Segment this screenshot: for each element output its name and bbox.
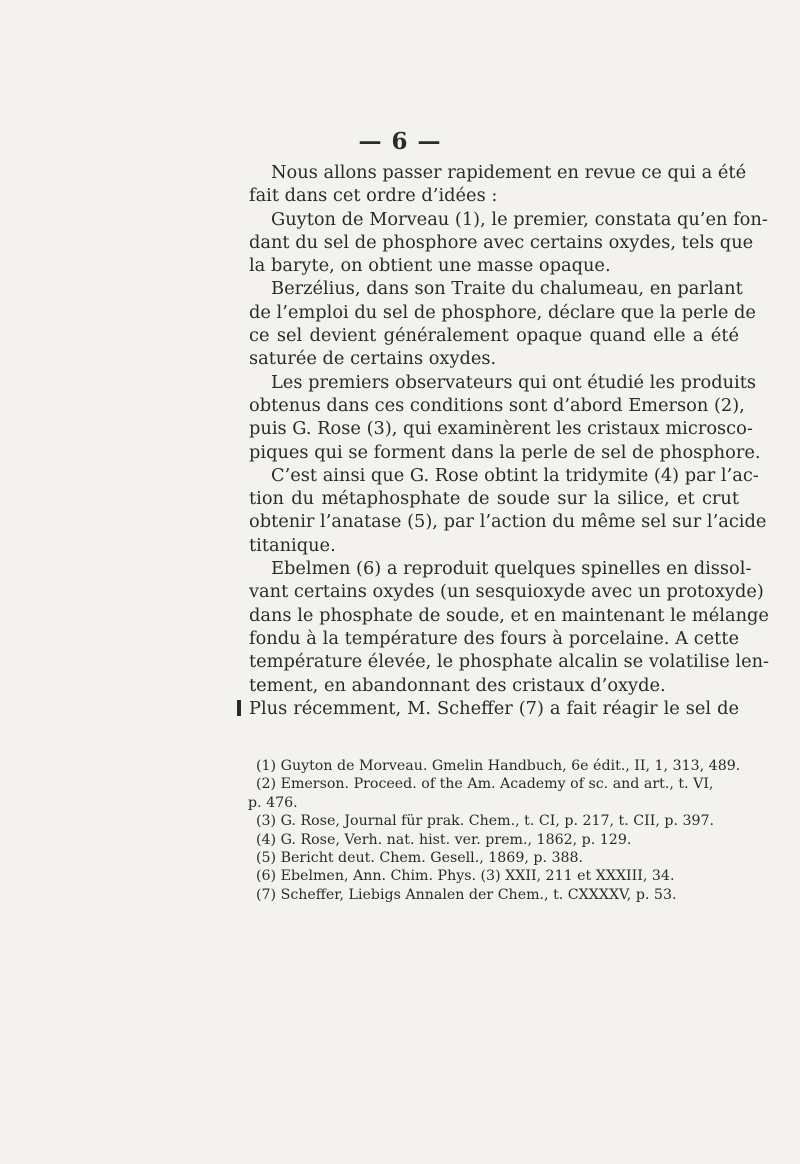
body-line: dant du sel de phosphore avec certains oxydes, tels que [249,231,754,253]
page-number: — 6 — [358,128,442,155]
body-line: Nous allons passer rapidement en revue ce qui a été [271,162,747,183]
body-line: la baryte, on obtient une masse opaque. [249,255,611,277]
body-line: Les premiers observateurs qui ont étudié les produits [271,371,756,393]
body-line-text: Plus récemment, M. Scheffer (7) a fait réagir le sel de [249,697,739,719]
footnote: p. 476. [248,794,298,811]
body-line: ce sel devient généralement opaque quand elle a été [249,325,739,347]
body-line: vant certains oxydes (un sesquioxyde avec un protoxyde) [249,581,764,603]
margin-mark [237,700,241,716]
body-line: titanique. [249,534,336,556]
footnote: (1) Guyton de Morveau. Gmelin Handbuch, 6e édit., II, 1, 313, 489. [256,758,741,774]
body-line: dans le phosphate de soude, et en maintenant le mélange [249,604,769,626]
footnote: (6) Ebelmen, Ann. Chim. Phys. (3) XXII, 211 et XXXIII, 34. [256,868,675,885]
body-text [249,161,770,720]
body-line: Guyton de Morveau (1), le premier, constata qu’en fon- [271,208,768,230]
body-line: Ebelmen (6) a reproduit quelques spinelles en dissol- [271,558,752,580]
body-line: piques qui se forment dans la perle de sel de phosphore. [249,441,761,463]
body-line: obtenus dans ces conditions sont d’abord Emerson (2), [249,394,745,416]
body-line: saturée de certains oxydes. [249,348,497,370]
footnotes [248,757,741,904]
body-line: C’est ainsi que G. Rose obtint la tridymite (4) par l’ac- [271,464,759,486]
body-line: de l’emploi du sel de phosphore, déclare que la perle de [249,301,756,323]
body-line: fait dans cet ordre d’idées : [249,185,498,207]
body-line: fondu à la température des fours à porcelaine. A cette [249,627,739,649]
body-line: température élevée, le phosphate alcalin se volatilise len- [249,651,770,673]
footnote: (5) Bericht deut. Chem. Gesell., 1869, p. 388. [256,850,584,867]
body-line [237,697,739,720]
body-line: puis G. Rose (3), qui examinèrent les cristaux microsco- [249,418,753,440]
body-line: Berzélius, dans son Traite du chalumeau, en parlant [271,278,743,300]
body-line: obtenir l’anatase (5), par l’action du même sel sur l’acide [249,511,767,533]
body-line: tement, en abandonnant des cristaux d’oxyde. [249,674,666,696]
footnote: (7) Scheffer, Liebigs Annalen der Chem., t. CXXXXV, p. 53. [256,886,677,903]
footnote: (3) G. Rose, Journal für prak. Chem., t. CI, p. 217, t. CII, p. 397. [256,813,715,830]
footnote: (2) Emerson. Proceed. of the Am. Academy of sc. and art., t. VI, [256,776,714,793]
footnote: (4) G. Rose, Verh. nat. hist. ver. prem., 1862, p. 129. [256,831,632,848]
body-line: tion du métaphosphate de soude sur la silice, et crut [249,488,739,510]
